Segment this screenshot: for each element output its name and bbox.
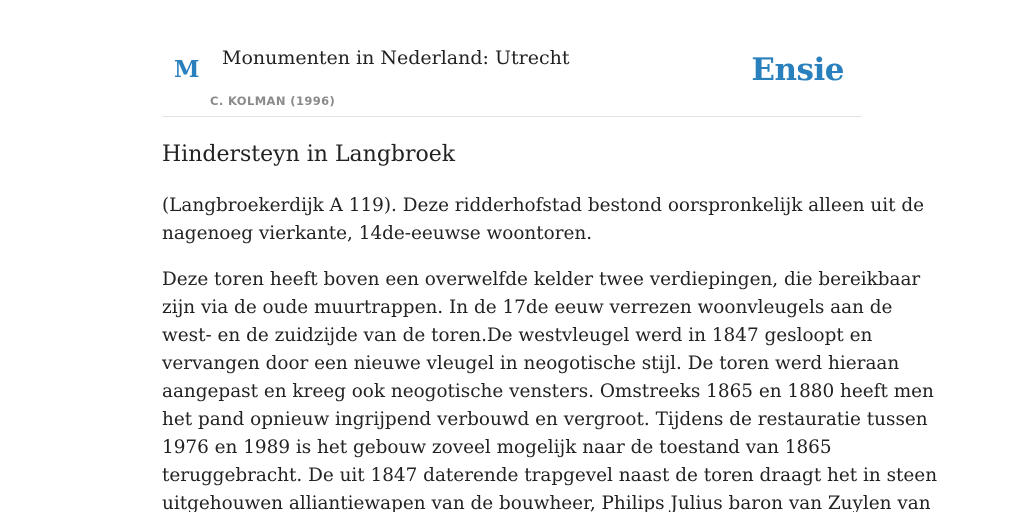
- paragraph-line: 1976 en 1989 is het gebouw zoveel mogelijk naar de toestand van 1865: [162, 437, 832, 458]
- paragraph-line: aangepast en kreeg ook neogotische vensters. Omstreeks 1865 en 1880 heeft men: [162, 381, 934, 402]
- article-paragraph-1: [162, 192, 924, 248]
- paragraph-line: uitgehouwen alliantiewapen van de bouwheer, Philips Julius baron van Zuylen van: [162, 493, 931, 512]
- ensie-logo[interactable]: Ensie: [751, 52, 844, 88]
- page-header: [162, 0, 862, 117]
- article-title: Hindersteyn in Langbroek: [162, 142, 456, 167]
- paragraph-line: teruggebracht. De uit 1847 daterende trapgevel naast de toren draagt het in steen: [162, 465, 938, 486]
- paragraph-line: vervangen door een nieuwe vleugel in neogotische stijl. De toren werd hieraan: [162, 353, 900, 374]
- article-paragraph-2: [162, 266, 938, 512]
- book-title[interactable]: Monumenten in Nederland: Utrecht: [222, 47, 570, 69]
- book-author: C. KOLMAN (1996): [210, 94, 336, 108]
- paragraph-line: nagenoeg vierkante, 14de-eeuwse woontoren.: [162, 223, 593, 244]
- paragraph-line: west- en de zuidzijde van de toren.De westvleugel werd in 1847 gesloopt en: [162, 325, 873, 346]
- book-logo[interactable]: M: [174, 56, 200, 83]
- paragraph-line: zijn via de oude muurtrappen. In de 17de eeuw verrezen woonvleugels aan de: [162, 297, 893, 318]
- paragraph-line: Deze toren heeft boven een overwelfde kelder twee verdiepingen, die bereikbaar: [162, 269, 921, 290]
- paragraph-line: het pand opnieuw ingrijpend verbouwd en vergroot. Tijdens de restauratie tussen: [162, 409, 928, 430]
- paragraph-line: (Langbroekerdijk A 119). Deze ridderhofstad bestond oorspronkelijk alleen uit de: [162, 195, 924, 216]
- article: [162, 138, 938, 512]
